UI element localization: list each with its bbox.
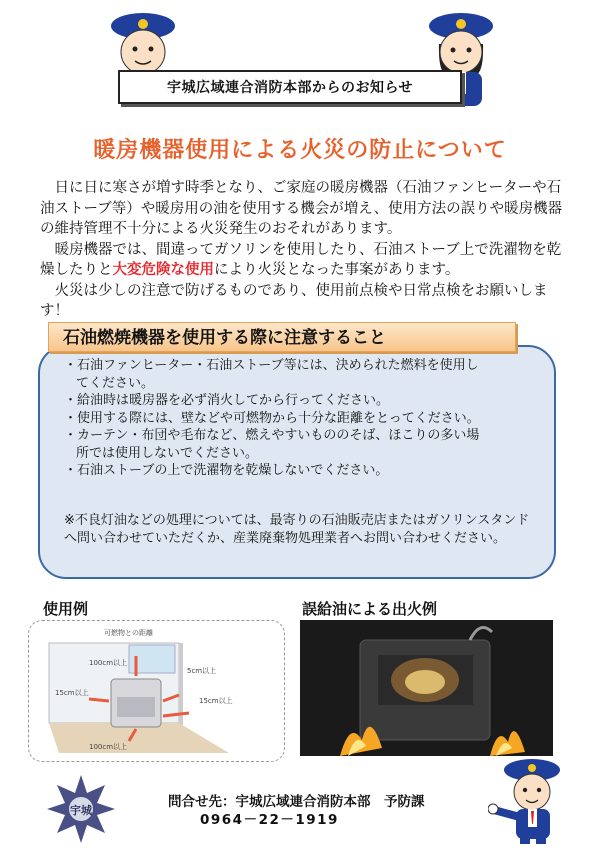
label-right: 15cm以上: [199, 697, 233, 705]
caution-note: ※不良灯油などの処理については、最寄りの石油販売店またはガソリンスタンドへ問い合わせていただくか、産業廃棄物処理業者へお問い合わせください。: [64, 513, 530, 546]
intro-paragraph-1: 日に日に寒さが増す時季となり、ご家庭の暖房機器（石油ファンヒーターや石油ストーブ等）や暖房用の油を使用する機会が増え、使用方法の誤りや暖房機器の維持管理不十分による火災発生のおそれがあります。: [40, 180, 563, 237]
fire-caption: 誤給油による出火例: [302, 600, 438, 618]
list-item: ・ 使用する際には、壁などや可燃物から十分な距離をとってください。: [64, 410, 484, 428]
label-top: 100cm以上: [89, 659, 128, 667]
usage-diagram: [28, 620, 285, 762]
list-item: ・ 石油ファンヒーター・石油ストーブ等には、決められた燃料を使用してください。: [64, 357, 484, 392]
label-right-top: 5cm以上: [187, 667, 217, 675]
danger-highlight: 大変危険な使用: [112, 262, 214, 278]
contact-label: 問合せ先：宇城広域連合消防本部 予防課: [168, 794, 425, 810]
fire-photo: [300, 620, 553, 756]
caution-heading: 石油燃焼機器を使用する際に注意すること: [48, 322, 516, 352]
usage-caption: 使用例: [43, 600, 89, 618]
contact-phone: 0964－22－1919: [200, 812, 339, 828]
intro-paragraph-3: 火災は少しの注意で防げるものであり、使用前点検や日常点検をお願いします！: [40, 282, 548, 319]
intro-paragraph-2: 暖房機器では、間違ってガソリンを使用したり、石油ストーブ上で洗濯物を乾燥したりと大変危険な使用により火災となった事案があります。: [40, 241, 562, 278]
label-bottom: 100cm以上: [89, 743, 128, 751]
diagram-title: 可燃物との距離: [104, 629, 153, 637]
intro-text: [40, 178, 575, 322]
fire-photo-image: [300, 620, 553, 756]
banner-text: 宇城広域連合消防本部からのお知らせ: [166, 80, 414, 96]
header-banner: [118, 70, 462, 104]
page-title: 暖房機器使用による火災の防止について: [93, 138, 507, 163]
list-item: ・ 石油ストーブの上で洗濯物を乾燥しないでください。: [64, 462, 484, 480]
list-item: ・ 給油時は暖房器を必ず消火してから行ってください。: [64, 392, 484, 410]
heater-clearance-diagram: [29, 621, 284, 761]
firefighter-mascot-pointing-icon: [488, 754, 568, 846]
emblem-text: 宇城: [70, 804, 92, 817]
list-item: ・ カーテン・布団や毛布など、燃えやすいもののそば、ほこりの多い場所では使用しないでください。: [64, 427, 484, 462]
fire-department-emblem-icon: [45, 773, 117, 845]
caution-list: [64, 357, 484, 480]
label-left: 15cm以上: [55, 689, 89, 697]
